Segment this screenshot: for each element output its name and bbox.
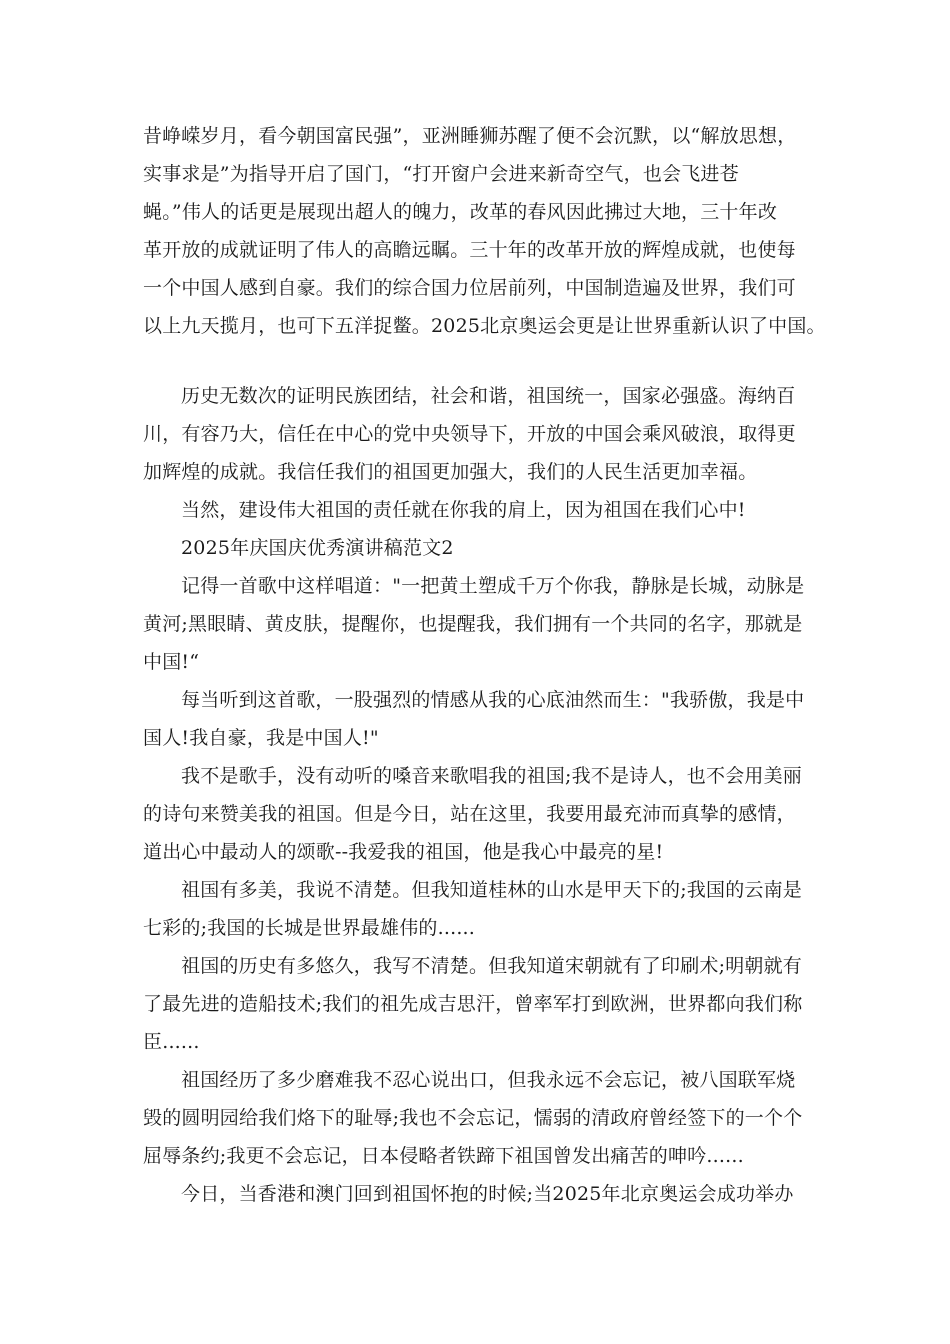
text-line: 国人!我自豪，我是中国人!" [143,727,379,749]
text-line: 加辉煌的成就。我信任我们的祖国更加强大，我们的人民生活更加幸福。 [143,461,758,483]
text-line: 祖国经历了多少磨难我不忍心说出口，但我永远不会忘记，被八国联军烧 [181,1069,796,1091]
text-line: 蝇。”伟人的话更是展现出超人的魄力，改革的春风因此拂过大地，三十年改 [143,201,778,223]
text-line: 昔峥嵘岁月，看今朝国富民强”，亚洲睡狮苏醒了便不会沉默，以“解放思想， [143,125,797,147]
text-line: 了最先进的造船技术;我们的祖先成吉思汗，曾率军打到欧洲，世界都向我们称 [143,993,803,1015]
text-line: 屈辱条约;我更不会忘记，日本侵略者铁蹄下祖国曾发出痛苦的呻吟...... [143,1145,744,1167]
text-line: 以上九天揽月，也可下五洋捉鳖。2025北京奥运会更是让世界重新认识了中国。 [143,315,826,337]
text-line: 历史无数次的证明民族团结，社会和谐，祖国统一，国家必强盛。海纳百 [181,385,796,407]
text-line: 黄河;黑眼睛、黄皮肤，提醒你，也提醒我，我们拥有一个共同的名字，那就是 [143,613,803,635]
text-line: 我不是歌手，没有动听的嗓音来歌唱我的祖国;我不是诗人，也不会用美丽 [181,765,803,787]
text-line: 记得一首歌中这样唱道："一把黄土塑成千万个你我，静脉是长城，动脉是 [181,575,805,597]
text-line: 的诗句来赞美我的祖国。但是今日，站在这里，我要用最充沛而真挚的感情， [143,803,796,825]
text-line: 祖国的历史有多悠久，我写不清楚。但我知道宋朝就有了印刷术;明朝就有 [181,955,803,977]
text-line: 每当听到这首歌，一股强烈的情感从我的心底油然而生："我骄傲，我是中 [181,689,805,711]
text-line: 今日，当香港和澳门回到祖国怀抱的时候;当2025年北京奥运会成功举办 [181,1183,794,1205]
text-line: 实事求是”为指导开启了国门，“打开窗户会进来新奇空气，也会飞进苍 [143,163,739,185]
text-line: 祖国有多美，我说不清楚。但我知道桂林的山水是甲天下的;我国的云南是 [181,879,803,901]
text-line: 七彩的;我国的长城是世界最雄伟的...... [143,917,476,939]
text-line: 道出心中最动人的颂歌--我爱我的祖国，他是我心中最亮的星! [143,841,664,863]
text-line: 毁的圆明园给我们烙下的耻辱;我也不会忘记，懦弱的清政府曾经签下的一个个 [143,1107,803,1129]
text-line: 当然，建设伟大祖国的责任就在你我的肩上，因为祖国在我们心中! [181,499,746,521]
text-line: 臣...... [143,1031,200,1053]
text-line: 川，有容乃大，信任在中心的党中央领导下，开放的中国会乘风破浪，取得更 [143,423,796,445]
text-line: 革开放的成就证明了伟人的高瞻远瞩。三十年的改革开放的辉煌成就，也使每 [143,239,796,261]
section-heading: 2025年庆国庆优秀演讲稿范文2 [181,537,454,559]
text-line: 一个中国人感到自豪。我们的综合国力位居前列，中国制造遍及世界，我们可 [143,277,796,299]
text-line: 中国!“ [143,651,200,673]
